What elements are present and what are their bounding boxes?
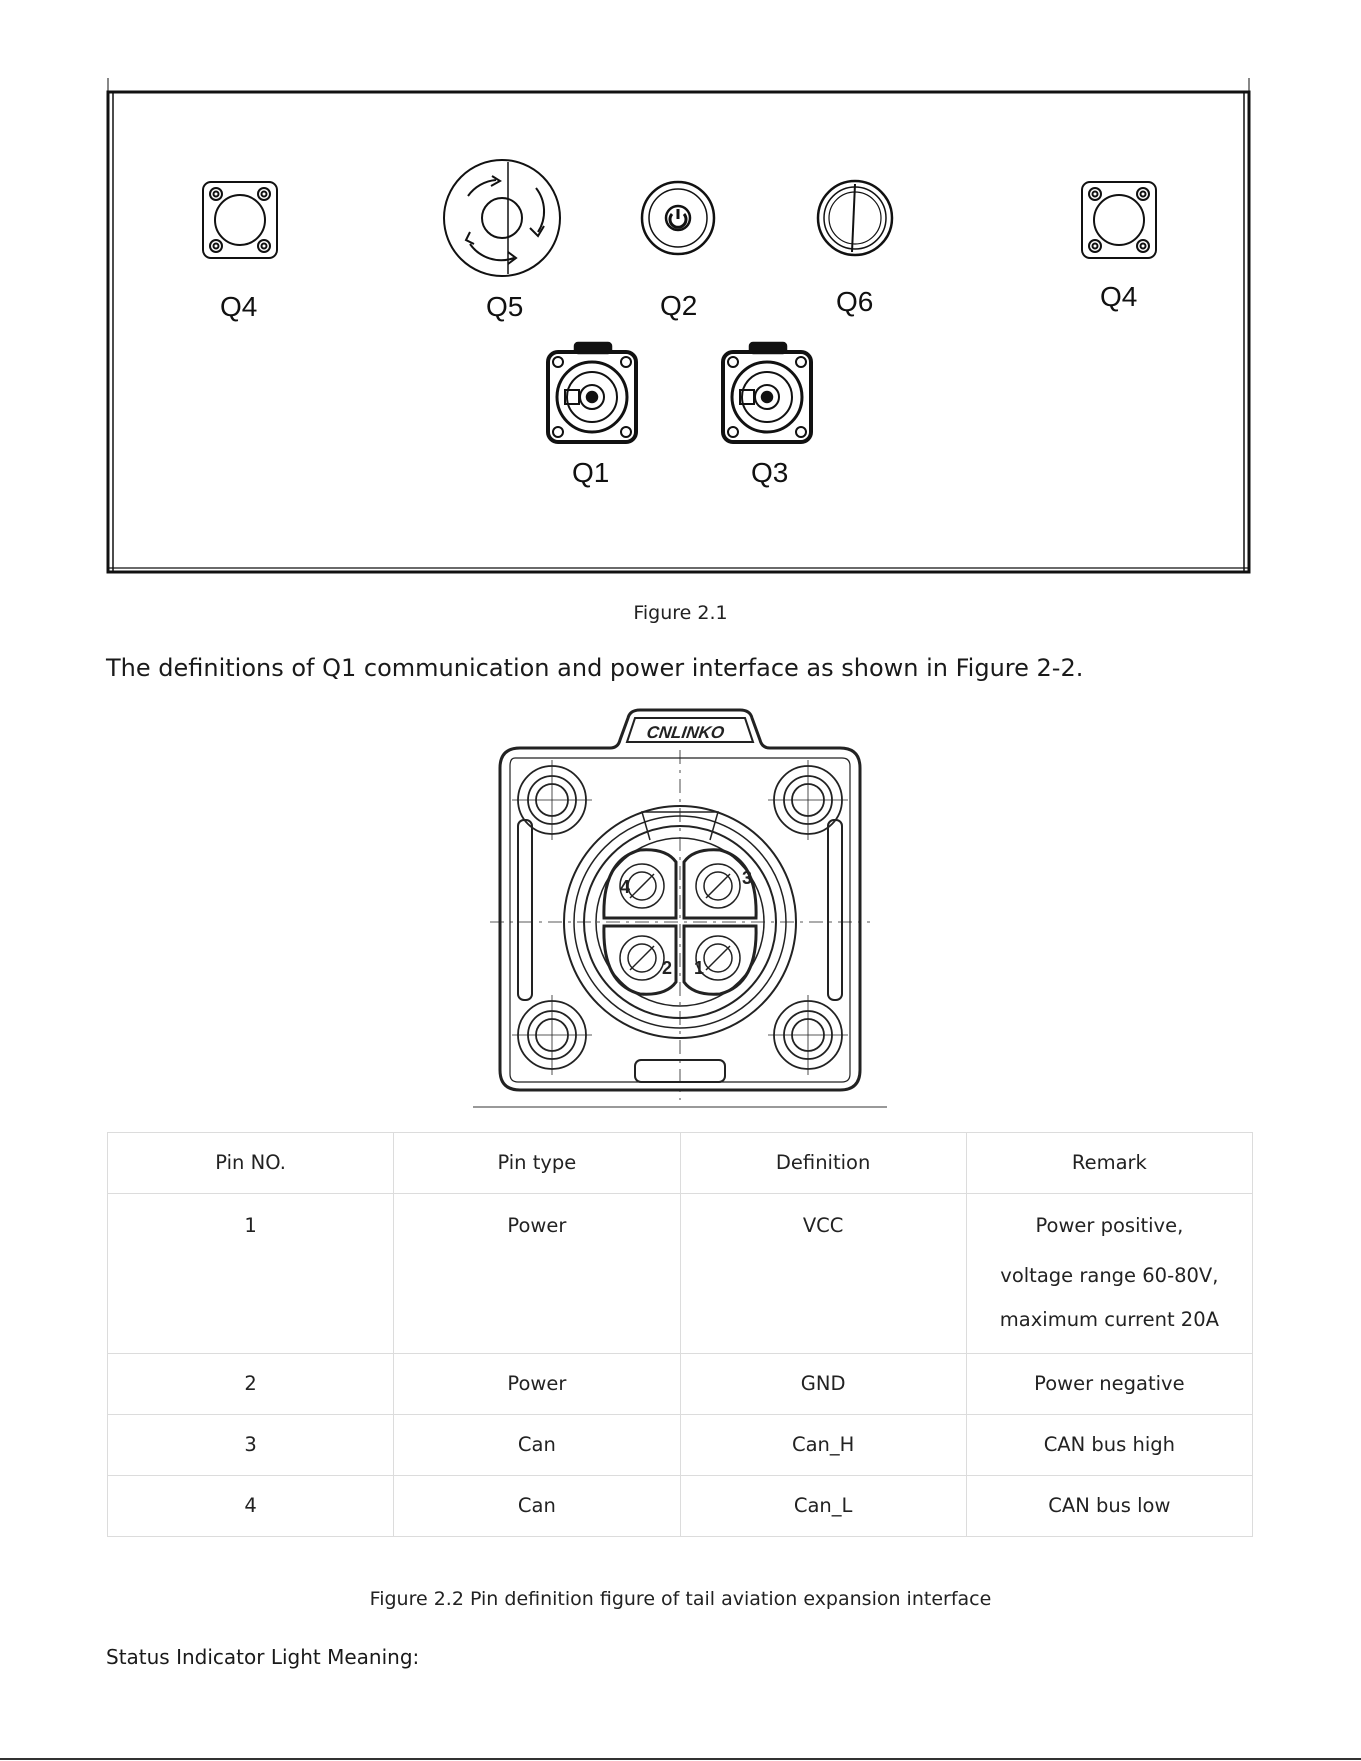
- table-row: [108, 1415, 1253, 1476]
- cell-type: Can: [394, 1476, 680, 1537]
- cell-pin: 1: [108, 1194, 394, 1354]
- label-q1: Q1: [572, 457, 610, 488]
- header-remark: Remark: [966, 1133, 1252, 1194]
- header-pin-type: Pin type: [394, 1133, 680, 1194]
- remark-line: maximum current 20A: [999, 1308, 1219, 1331]
- cell-remark: [966, 1194, 1252, 1354]
- cell-definition: VCC: [680, 1194, 966, 1354]
- pin-number-4: 4: [620, 877, 631, 897]
- pin-number-3: 3: [742, 868, 753, 888]
- mounting-hole-top-right: [768, 760, 848, 840]
- cell-definition: Can_H: [680, 1415, 966, 1476]
- label-q4-left: Q4: [220, 291, 258, 322]
- pin-number-1: 1: [694, 958, 705, 978]
- cell-remark: CAN bus low: [966, 1476, 1252, 1537]
- cell-definition: Can_L: [680, 1476, 966, 1537]
- q4-right-connector-icon: [1082, 182, 1156, 258]
- label-q5: Q5: [486, 291, 524, 322]
- mounting-hole-bottom-right: [768, 995, 848, 1075]
- page-bottom-rule: [0, 1758, 1361, 1760]
- figure-baseline: [473, 1106, 887, 1108]
- mounting-hole-top-left: [512, 760, 592, 840]
- table-row: [108, 1476, 1253, 1537]
- panel-frame: [108, 78, 1249, 572]
- cell-type: Power: [394, 1354, 680, 1415]
- table-row: [108, 1354, 1253, 1415]
- cell-pin: 4: [108, 1476, 394, 1537]
- label-q6: Q6: [836, 286, 874, 317]
- cell-remark: Power negative: [966, 1354, 1252, 1415]
- intro-paragraph: The definitions of Q1 communication and power interface as shown in Figure 2-2.: [106, 654, 1084, 682]
- q1-connector-detail-figure: [470, 700, 890, 1112]
- cell-definition: GND: [680, 1354, 966, 1415]
- label-q2: Q2: [660, 290, 698, 321]
- q2-power-button-icon: [642, 182, 714, 254]
- table-row: [108, 1194, 1253, 1354]
- q3-connector-icon: [723, 343, 811, 442]
- q1-connector-icon: [548, 343, 636, 442]
- remark-line: Power positive,: [1035, 1214, 1184, 1237]
- label-q4-right: Q4: [1100, 281, 1138, 312]
- pin-definition-table: [107, 1132, 1253, 1537]
- cell-type: Power: [394, 1194, 680, 1354]
- panel-figure: [0, 0, 1361, 600]
- brand-logo: CNLINKO: [645, 723, 726, 742]
- label-q3: Q3: [751, 457, 789, 488]
- mounting-hole-bottom-left: [512, 995, 592, 1075]
- figure-2-1-caption: Figure 2.1: [633, 602, 728, 624]
- remark-line: voltage range 60-80V,: [1000, 1264, 1219, 1287]
- status-indicator-heading: Status Indicator Light Meaning:: [106, 1645, 420, 1669]
- header-pin-no: Pin NO.: [108, 1133, 394, 1194]
- pin-number-2: 2: [662, 958, 673, 978]
- q6-knob-icon: [818, 181, 892, 255]
- figure-2-2-caption: Figure 2.2 Pin definition figure of tail aviation expansion interface: [369, 1588, 992, 1610]
- table-header-row: [108, 1133, 1253, 1194]
- q5-emergency-stop-icon: [444, 160, 560, 276]
- cell-pin: 3: [108, 1415, 394, 1476]
- cell-type: Can: [394, 1415, 680, 1476]
- cell-pin: 2: [108, 1354, 394, 1415]
- cell-remark: CAN bus high: [966, 1415, 1252, 1476]
- q4-left-connector-icon: [203, 182, 277, 258]
- header-definition: Definition: [680, 1133, 966, 1194]
